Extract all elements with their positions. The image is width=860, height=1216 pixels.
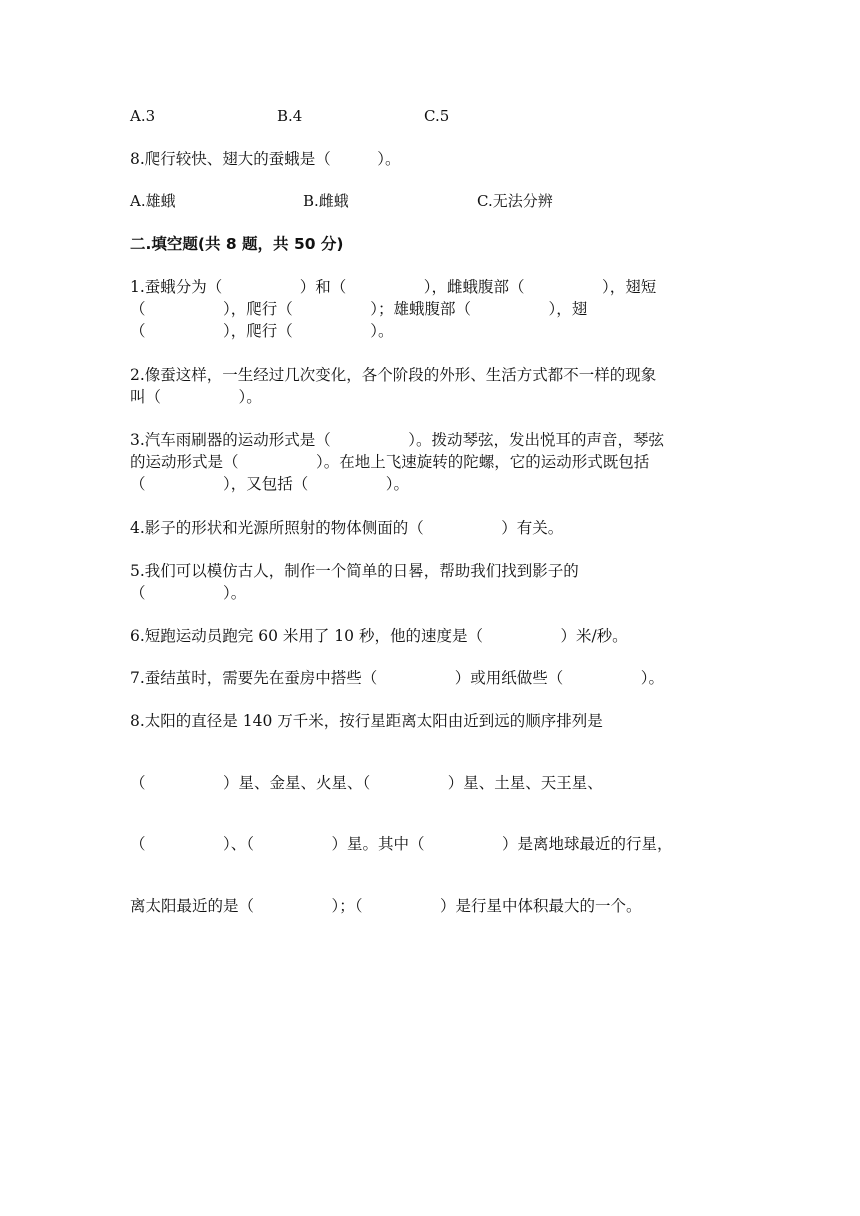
fill-q5-line-1: 5.我们可以模仿古人，制作一个简单的日晷，帮助我们找到影子的 [130, 562, 579, 580]
fill-q6-line-1: 6.短跑运动员跑完 60 米用了 10 秒，他的速度是（ ）米/秒。 [130, 627, 628, 645]
fill-q3-line-3: （ ），又包括（ ）。 [130, 475, 410, 493]
fill-q1-line-1: 1.蚕蛾分为（ ）和（ ），雌蛾腹部（ ），翅短 [130, 278, 657, 296]
fill-q1-line-3: （ ），爬行（ ）。 [130, 322, 394, 340]
option-c: C.5 [424, 107, 450, 125]
fill-q2-line-2: 叫（ ）。 [130, 388, 262, 406]
fill-q2-line-1: 2.像蚕这样，一生经过几次变化，各个阶段的外形、生活方式都不一样的现象 [130, 366, 657, 384]
fill-q8-line-3: （ ）、（ ）星。其中（ ）是离地球最近的行星， [130, 835, 673, 853]
q8-option-a: A.雄蛾 [130, 192, 176, 210]
fill-q4-line-1: 4.影子的形状和光源所照射的物体侧面的（ ）有关。 [130, 519, 564, 537]
section-title: 二.填空题(共 8 题，共 50 分) [130, 235, 344, 253]
fill-q8-line-4: 离太阳最近的是（ ）；（ ）是行星中体积最大的一个。 [130, 897, 642, 915]
fill-q7-line-1: 7.蚕结茧时，需要先在蚕房中搭些（ ）或用纸做些（ ）。 [130, 669, 665, 687]
fill-q1-line-2: （ ），爬行（ ）；雄蛾腹部（ ），翅 [130, 300, 588, 318]
fill-q8-line-1: 8.太阳的直径是 140 万千米，按行星距离太阳由近到远的顺序排列是 [130, 712, 603, 730]
option-a: A.3 [130, 107, 156, 125]
fill-q3-line-1: 3.汽车雨刷器的运动形式是（ ）。拨动琴弦，发出悦耳的声音，琴弦 [130, 431, 665, 449]
fill-q5-line-2: （ ）。 [130, 584, 247, 602]
question-8-stem: 8.爬行较快、翅大的蚕蛾是（ ）。 [130, 150, 401, 168]
q8-option-b: B.雌蛾 [303, 192, 349, 210]
option-b: B.4 [277, 107, 303, 125]
fill-q8-line-2: （ ）星、金星、火星、（ ）星、土星、天王星、 [130, 774, 603, 792]
fill-q3-line-2: 的运动形式是（ ）。在地上飞速旋转的陀螺，它的运动形式既包括 [130, 453, 650, 471]
q8-option-c: C.无法分辨 [477, 192, 553, 210]
